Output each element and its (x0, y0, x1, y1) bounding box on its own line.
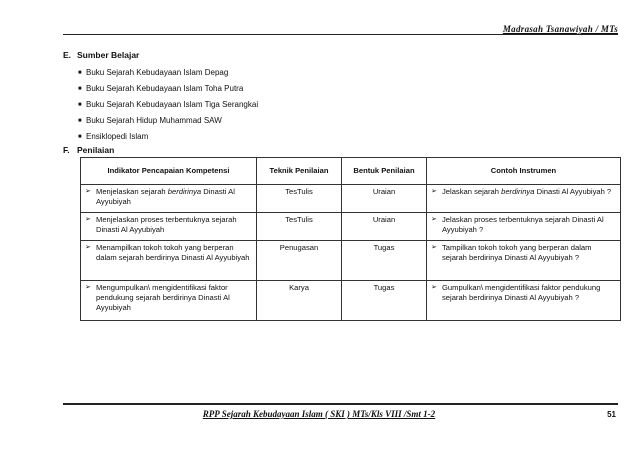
header-bentuk: Bentuk Penilaian (342, 158, 427, 185)
header-teknik: Teknik Penilaian (257, 158, 342, 185)
header-title: Madrasah Tsanawiyah / MTs (499, 24, 618, 34)
footer-rule (63, 403, 618, 405)
arrow-icon: ➢ (431, 244, 437, 251)
bentuk-cell: Uraian (342, 185, 427, 213)
section-e-title: Sumber Belajar (77, 50, 140, 60)
contoh-cell: ➢ Tampilkan tokoh tokoh yang berperan dalam sejarah berdirinya Dinasti Al Ayyubiyah ? (427, 241, 621, 281)
bullet-icon: ■ (78, 70, 82, 76)
header-indikator: Indikator Pencapaian Kompetensi (81, 158, 257, 185)
source-list (78, 65, 258, 145)
header-rule (63, 34, 618, 35)
arrow-icon: ➢ (85, 188, 91, 195)
table-row (81, 281, 621, 321)
table-row (81, 213, 621, 241)
arrow-icon: ➢ (431, 216, 437, 223)
table-row (81, 241, 621, 281)
bentuk-cell: Tugas (342, 281, 427, 321)
list-item (78, 113, 258, 129)
list-item (78, 65, 258, 81)
list-item-label: Buku Sejarah Hidup Muhammad SAW (86, 116, 222, 125)
teknik-cell: TesTulis (257, 185, 342, 213)
arrow-icon: ➢ (431, 188, 437, 195)
list-item-label: Buku Sejarah Kebudayaan Islam Toha Putra (86, 84, 244, 93)
contoh-cell: ➢ Jelaskan sejarah berdirinya Dinasti Al Ayyubiyah ? (427, 185, 621, 213)
table-row (81, 185, 621, 213)
table-header-row (81, 158, 621, 185)
list-item (78, 81, 258, 97)
list-item (78, 97, 258, 113)
footer-title: RPP Sejarah Kebudayaan Islam ( SKI ) MTs/Kls VIII /Smt 1-2 (202, 409, 436, 419)
assessment-table (80, 157, 621, 321)
arrow-icon: ➢ (85, 244, 91, 251)
indikator-cell: ➢ Menampilkan tokoh tokoh yang berperan dalam sejarah berdirinya Dinasti Al Ayyubiyah (81, 241, 257, 281)
arrow-icon: ➢ (85, 284, 91, 291)
contoh-cell: ➢ Jelaskan proses terbentuknya sejarah Dinasti Al Ayyubiyah ? (427, 213, 621, 241)
bullet-icon: ■ (78, 86, 82, 92)
list-item-label: Buku Sejarah Kebudayaan Islam Depag (86, 68, 229, 77)
section-f-title: Penilaian (77, 145, 115, 155)
bullet-icon: ■ (78, 102, 82, 108)
header-contoh: Contoh Instrumen (427, 158, 621, 185)
section-e-heading (63, 50, 139, 60)
section-f-heading (63, 145, 114, 155)
contoh-cell: ➢ Gumpulkan\ mengidentifikasi faktor pendukung sejarah berdirinya Dinasti Al Ayyubiyah ? (427, 281, 621, 321)
section-f-number: F. (63, 145, 70, 155)
indikator-cell: ➢ Menjelaskan sejarah berdirinya Dinasti Al Ayyubiyah (81, 185, 257, 213)
teknik-cell: Karya (257, 281, 342, 321)
indikator-cell: ➢ Menjelaskan proses terbentuknya sejarah Dinasti Al Ayyubiyah (81, 213, 257, 241)
teknik-cell: TesTulis (257, 213, 342, 241)
indikator-cell: ➢ Mengumpulkan\ mengidentifikasi faktor pendukung sejarah berdirinya Dinasti Al Ayyubiyah (81, 281, 257, 321)
bullet-icon: ■ (78, 134, 82, 140)
list-item-label: Ensiklopedi Islam (86, 132, 149, 141)
list-item (78, 129, 258, 145)
section-e-number: E. (63, 50, 72, 60)
teknik-cell: Penugasan (257, 241, 342, 281)
bullet-icon: ■ (78, 118, 82, 124)
arrow-icon: ➢ (85, 216, 91, 223)
arrow-icon: ➢ (431, 284, 437, 291)
list-item-label: Buku Sejarah Kebudayaan Islam Tiga Serangkai (86, 100, 259, 109)
bentuk-cell: Uraian (342, 213, 427, 241)
page-number: 51 (607, 410, 616, 419)
bentuk-cell: Tugas (342, 241, 427, 281)
